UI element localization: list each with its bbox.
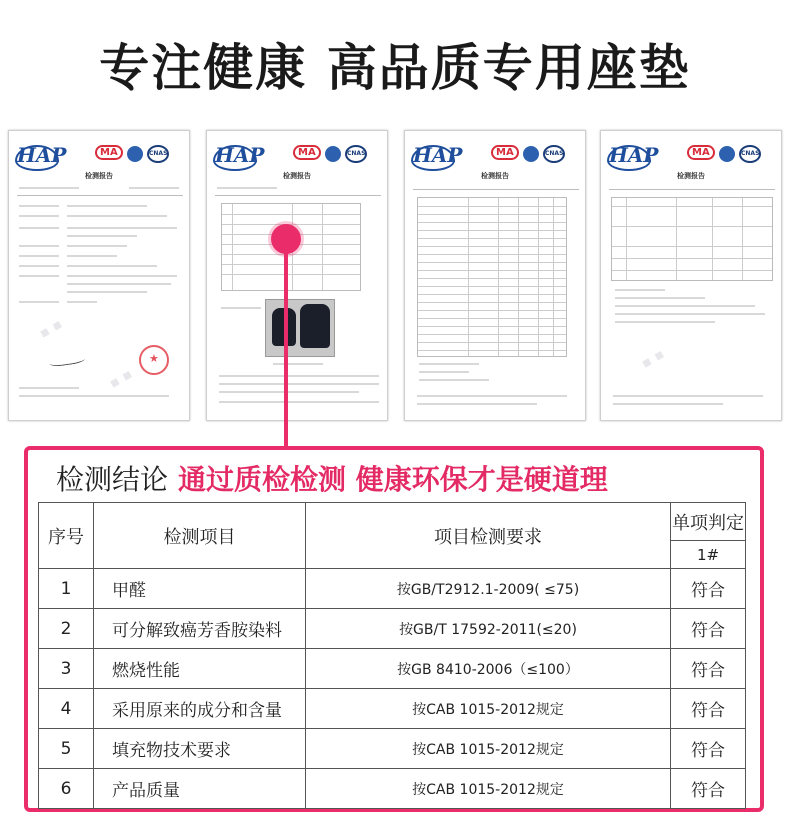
certificate-logos	[609, 143, 773, 171]
divider	[609, 189, 775, 190]
conclusion-label: 检测结论	[56, 463, 169, 496]
row-verdict: 符合	[671, 609, 746, 649]
header-sample: 1#	[671, 541, 746, 569]
row-index: 3	[39, 649, 94, 689]
text-line	[67, 291, 147, 293]
report-title: 检测报告	[283, 172, 311, 180]
row-verdict: 符合	[671, 769, 746, 809]
row-verdict: 符合	[671, 729, 746, 769]
ma-logo: MA	[95, 145, 123, 160]
row-index: 6	[39, 769, 94, 809]
certificate-thumbnail[interactable]	[600, 130, 782, 421]
text-line	[419, 371, 469, 373]
signature	[48, 353, 85, 368]
report-table	[611, 197, 773, 281]
text-line	[615, 305, 755, 307]
text-line	[615, 297, 705, 299]
hap-logo: HAP	[413, 143, 463, 167]
text-line	[615, 289, 665, 291]
table-row	[39, 769, 746, 809]
callout-line	[284, 252, 288, 448]
hap-logo: HAP	[17, 143, 67, 167]
report-title: 检测报告	[677, 172, 705, 180]
row-item: 可分解致癌芳香胺染料	[94, 609, 306, 649]
red-stamp	[139, 345, 169, 375]
text-line	[67, 227, 177, 229]
text-line	[219, 383, 379, 385]
report-title: 检测报告	[85, 172, 113, 180]
ilac-logo	[523, 146, 539, 162]
row-item: 甲醛	[94, 569, 306, 609]
certificate-logos	[215, 143, 379, 171]
text-line	[419, 379, 489, 381]
text-line	[615, 321, 715, 323]
cnas-logo: CNAS	[345, 145, 367, 163]
certificate-gallery	[0, 126, 790, 426]
text-line	[19, 255, 59, 257]
text-line	[19, 187, 79, 189]
divider	[17, 195, 183, 196]
text-line	[613, 403, 723, 405]
row-verdict: 符合	[671, 689, 746, 729]
text-line	[67, 301, 97, 303]
header-verdict: 单项判定	[671, 503, 746, 541]
text-line	[217, 187, 277, 189]
text-line	[219, 391, 359, 393]
text-line	[19, 387, 79, 389]
ilac-logo	[719, 146, 735, 162]
hap-logo: HAP	[215, 143, 265, 167]
header-requirement: 项目检测要求	[306, 503, 671, 569]
row-verdict: 符合	[671, 569, 746, 609]
text-line	[19, 227, 59, 229]
text-line	[67, 215, 167, 217]
row-verdict: 符合	[671, 649, 746, 689]
row-requirement: 按CAB 1015-2012规定	[306, 769, 671, 809]
conclusion-highlight: 通过质检检测 健康环保才是硬道理	[178, 463, 608, 496]
row-requirement: 按GB/T2912.1-2009( ≤75)	[306, 569, 671, 609]
text-line	[417, 403, 537, 405]
text-line	[219, 401, 379, 403]
header-index: 序号	[39, 503, 94, 569]
cnas-logo: CNAS	[739, 145, 761, 163]
row-index: 4	[39, 689, 94, 729]
row-item: 燃烧性能	[94, 649, 306, 689]
header-item: 检测项目	[94, 503, 306, 569]
text-line	[67, 205, 147, 207]
text-line	[67, 255, 117, 257]
ma-logo: MA	[293, 145, 321, 160]
certificate-logos	[413, 143, 577, 171]
text-line	[613, 395, 763, 397]
table-row	[39, 689, 746, 729]
ma-logo: MA	[687, 145, 715, 160]
row-index: 1	[39, 569, 94, 609]
cnas-logo: CNAS	[543, 145, 565, 163]
certificate-thumbnail[interactable]	[404, 130, 586, 421]
callout-dot	[271, 224, 301, 254]
text-line	[19, 245, 59, 247]
text-line	[417, 395, 567, 397]
text-line	[129, 187, 179, 189]
certificate-thumbnail[interactable]	[8, 130, 190, 421]
ma-logo: MA	[491, 145, 519, 160]
results-table	[38, 502, 746, 809]
table-row	[39, 729, 746, 769]
row-item: 采用原来的成分和含量	[94, 689, 306, 729]
row-item: 填充物技术要求	[94, 729, 306, 769]
text-line	[67, 275, 177, 277]
row-item: 产品质量	[94, 769, 306, 809]
row-index: 2	[39, 609, 94, 649]
cnas-logo: CNAS	[147, 145, 169, 163]
conclusion-heading	[56, 462, 608, 498]
divider	[413, 189, 579, 190]
row-index: 5	[39, 729, 94, 769]
conclusion-panel	[24, 446, 764, 812]
row-requirement: 按CAB 1015-2012规定	[306, 729, 671, 769]
report-table	[417, 197, 567, 357]
text-line	[19, 265, 59, 267]
row-requirement: 按GB/T 17592-2011(≤20)	[306, 609, 671, 649]
page-headline: 专注健康 高品质专用座垫	[99, 39, 691, 97]
text-line	[67, 245, 127, 247]
text-line	[19, 215, 59, 217]
text-line	[19, 301, 59, 303]
certificate-logos	[17, 143, 181, 171]
watermark: ▪ ▪	[36, 316, 66, 342]
product-photo	[265, 299, 335, 357]
text-line	[273, 363, 323, 365]
row-requirement: 按GB 8410-2006（≤100）	[306, 649, 671, 689]
divider	[215, 195, 381, 196]
hap-logo: HAP	[609, 143, 659, 167]
table-row	[39, 609, 746, 649]
text-line	[67, 283, 171, 285]
report-title: 检测报告	[481, 172, 509, 180]
watermark: ▪ ▪	[638, 346, 668, 372]
watermark: ▪ ▪	[106, 366, 136, 392]
text-line	[67, 265, 157, 267]
certificate-thumbnail[interactable]	[206, 130, 388, 421]
table-row	[39, 569, 746, 609]
text-line	[67, 235, 137, 237]
text-line	[219, 375, 379, 377]
text-line	[19, 395, 169, 397]
table-row	[39, 649, 746, 689]
ilac-logo	[325, 146, 341, 162]
ilac-logo	[127, 146, 143, 162]
text-line	[19, 205, 59, 207]
text-line	[221, 307, 261, 309]
text-line	[419, 363, 479, 365]
text-line	[615, 313, 765, 315]
row-requirement: 按CAB 1015-2012规定	[306, 689, 671, 729]
text-line	[19, 275, 59, 277]
